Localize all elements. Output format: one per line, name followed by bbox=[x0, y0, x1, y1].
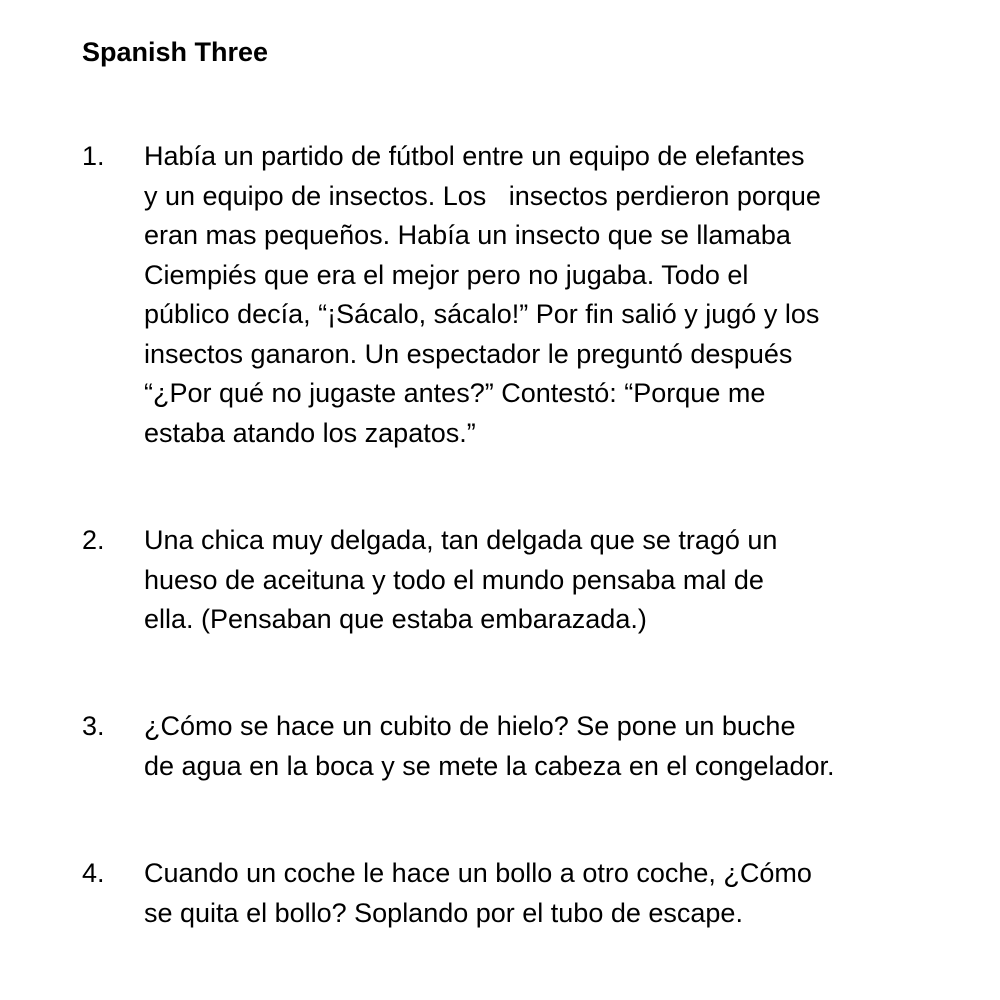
text-line: y un equipo de insectos. Los insectos perdieron porque bbox=[144, 180, 821, 211]
text-line: hueso de aceituna y todo el mundo pensaba mal de bbox=[144, 564, 764, 595]
text-line: eran mas pequeños. Había un insecto que se llamaba bbox=[144, 220, 791, 250]
text-line: “¿Por qué no jugaste antes?” Contestó: “Porque me bbox=[144, 378, 766, 408]
item-number: 1. bbox=[82, 141, 105, 171]
text-line: insectos ganaron. Un espectador le preguntó después bbox=[144, 338, 793, 369]
document-title: Spanish Three bbox=[82, 37, 269, 67]
text-line: Ciempiés que era el mejor pero no jugaba. Todo el bbox=[144, 259, 749, 290]
text-line: público decía, “¡Sácalo, sácalo!” Por fin salió y jugó y los bbox=[144, 299, 820, 329]
item-number: 2. bbox=[82, 525, 105, 555]
text-line: de agua en la boca y se mete la cabeza en el congelador. bbox=[144, 750, 835, 781]
text-line: ella. (Pensaban que estaba embarazada.) bbox=[144, 604, 647, 634]
item-text bbox=[144, 137, 919, 453]
item-text bbox=[144, 854, 919, 933]
text-line: estaba atando los zapatos.” bbox=[144, 417, 476, 448]
text-line: Cuando un coche le hace un bollo a otro coche, ¿Cómo bbox=[144, 858, 812, 888]
item-number: 3. bbox=[82, 711, 105, 741]
item-text bbox=[144, 707, 919, 786]
item-text bbox=[144, 521, 919, 640]
text-line: Había un partido de fútbol entre un equipo de elefantes bbox=[144, 141, 805, 171]
text-line: ¿Cómo se hace un cubito de hielo? Se pone un buche bbox=[144, 711, 796, 741]
text-line: Una chica muy delgada, tan delgada que se tragó un bbox=[144, 525, 778, 555]
item-number: 4. bbox=[82, 858, 105, 888]
text-line: se quita el bollo? Soplando por el tubo de escape. bbox=[144, 897, 743, 928]
